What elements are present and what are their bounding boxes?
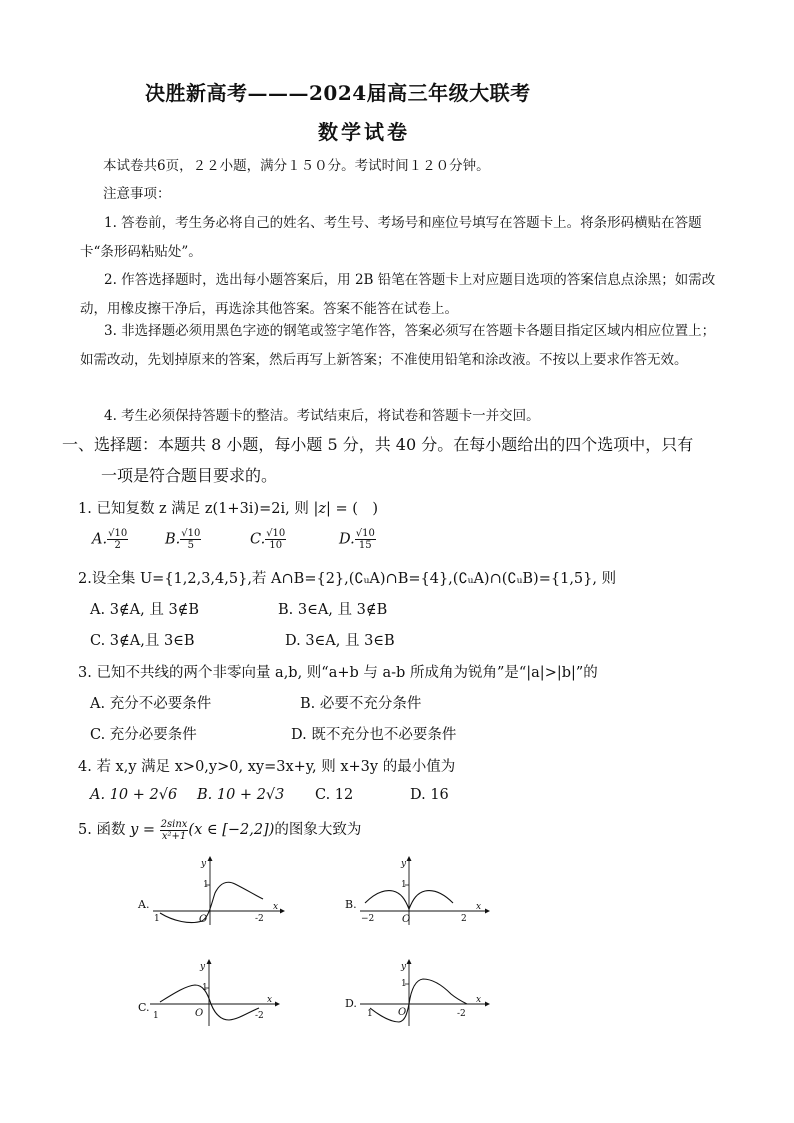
- graph-b-one: 1: [401, 880, 407, 890]
- note-3: 3. 非选择题必须用黑色字迹的钢笔或签字笔作答，答案必须写在答题卡各题目指定区域内相应位置上；如需改动，先划掉原来的答案，然后再写上新答案；不准使用铅笔和涂改液。不按以上要求作答无效。: [80, 323, 716, 368]
- q5-func-name: y =: [130, 822, 160, 838]
- q1-option-a-den: 2: [114, 540, 121, 551]
- q1-option-b: [165, 528, 201, 551]
- exam-title: 决胜新高考———2024届高三年级大联考: [145, 81, 531, 105]
- q3-option-a: A. 充分不必要条件: [90, 696, 212, 712]
- graph-d: [345, 958, 495, 1028]
- graph-d-right-tick: -2: [457, 1009, 466, 1019]
- graph-c-label: C.: [138, 1001, 150, 1014]
- graph-a-left-tick: 1: [154, 914, 160, 924]
- exam-intro: 本试卷共6页，２２小题，满分１５０分。考试时间１２０分钟。: [103, 158, 490, 174]
- graph-d-left-tick: 1: [367, 1009, 373, 1019]
- note-4: 4. 考生必须保持答题卡的整洁。考试结束后，将试卷和答题卡一并交回。: [104, 408, 540, 424]
- q5-frac-den: x²+1: [161, 830, 187, 842]
- graph-b-origin: O: [402, 914, 411, 925]
- graph-d-label: D.: [345, 997, 357, 1010]
- graph-a: [135, 855, 285, 925]
- graph-c: [135, 958, 285, 1028]
- q1-stem-text: 1. 已知复数 z 满足 z(1+3i)=2i, 则: [78, 501, 314, 517]
- graph-b-x-label: x: [476, 902, 482, 912]
- question-5-stem: [78, 818, 361, 842]
- note-2: 2. 作答选择题时，选出每小题答案后，用 2B 铅笔在答题卡上对应题目选项的答案信息点涂黑；如需改动，用橡皮擦干净后，再选涂其他答案。答案不能答在试卷上。: [80, 272, 716, 317]
- q1-option-d: [339, 528, 376, 551]
- q3-option-c: C. 充分必要条件: [90, 727, 197, 743]
- q1-option-b-num: √10: [181, 528, 201, 539]
- q1-option-c: [250, 528, 286, 551]
- q1-option-c-den: 10: [269, 540, 283, 551]
- q1-option-b-letter: B.: [165, 531, 181, 548]
- q1-option-d-den: 15: [358, 540, 372, 551]
- q1-option-b-den: 5: [187, 540, 194, 551]
- graph-c-left-tick: 1: [153, 1011, 159, 1021]
- graph-c-x-label: x: [267, 995, 273, 1005]
- q3-option-b: B. 必要不充分条件: [300, 696, 422, 712]
- graph-a-y-label: y: [201, 859, 207, 869]
- q4-option-a: A. 10 + 2√6: [90, 787, 178, 803]
- graph-b-label: B.: [345, 898, 357, 911]
- graph-a-x-label: x: [273, 902, 279, 912]
- q2-option-b: B. 3∈A, 且 3∉B: [278, 602, 388, 618]
- graph-d-curve: [370, 979, 467, 1022]
- q2-option-a: A. 3∉A, 且 3∉B: [90, 602, 200, 618]
- q1-option-a: [92, 528, 128, 551]
- q3-option-d: D. 既不充分也不必要条件: [291, 727, 457, 743]
- q4-option-b: B. 10 + 2√3: [197, 787, 285, 803]
- q5-stem-text: 5. 函数: [78, 822, 131, 838]
- q1-option-c-letter: C.: [250, 531, 266, 548]
- q1-option-a-letter: A.: [92, 531, 108, 548]
- q1-abs-z: |z|: [313, 501, 331, 517]
- question-4-stem: 4. 若 x,y 满足 x>0,y>0, xy=3x+y, 则 x+3y 的最小值为: [78, 759, 456, 775]
- graph-a-origin: O: [199, 914, 208, 925]
- q1-option-d-letter: D.: [339, 531, 355, 548]
- exam-subtitle: 数学试卷: [318, 120, 410, 144]
- q1-option-c-num: √10: [266, 528, 286, 539]
- question-1-stem: [78, 497, 378, 518]
- section-heading-line2: 一项是符合题目要求的。: [101, 466, 278, 485]
- graph-a-right-tick: -2: [255, 914, 264, 924]
- graph-c-one: 1: [202, 983, 208, 993]
- graph-c-curve: [160, 985, 259, 1020]
- graph-b-left-tick: −2: [361, 914, 375, 924]
- note-1: 1. 答卷前，考生务必将自己的姓名、考生号、考场号和座位号填写在答题卡上。将条形码横贴在答题卡“条形码粘贴处”。: [80, 215, 702, 260]
- graph-b: [345, 855, 495, 925]
- question-2-stem: 2.设全集 U={1,2,3,4,5},若 A∩B={2},(∁ᵤA)∩B={4},(∁ᵤA)∩(∁ᵤB)={1,5}, 则: [78, 571, 617, 587]
- q5-stem-end: 的图象大致为: [274, 822, 362, 838]
- graph-d-one: 1: [401, 979, 407, 989]
- section-heading-line1: 一、选择题：本题共 8 小题，每小题 5 分，共 40 分。在每小题给出的四个选项中，只有: [62, 435, 694, 454]
- graph-c-y-label: y: [200, 962, 206, 972]
- q1-option-d-num: √10: [355, 528, 375, 539]
- graph-d-x-label: x: [476, 995, 482, 1005]
- notes-heading: 注意事项：: [103, 186, 171, 202]
- graph-b-right-tick: 2: [461, 914, 467, 924]
- q5-domain: (x ∈ [−2,2]): [188, 822, 275, 838]
- graph-d-y-label: y: [401, 962, 407, 972]
- q5-frac-num: 2sinx: [160, 818, 188, 830]
- question-3-stem: 3. 已知不共线的两个非零向量 a,b, 则“a+b 与 a-b 所成角为锐角”是“|a|>|b|”的: [78, 665, 598, 681]
- graph-a-one: 1: [203, 880, 209, 890]
- graph-a-label: A.: [138, 898, 150, 911]
- q2-option-c: C. 3∉A,且 3∈B: [90, 633, 195, 649]
- graph-b-y-label: y: [401, 859, 407, 869]
- graph-d-origin: O: [398, 1007, 407, 1018]
- q4-option-d: D. 16: [410, 787, 449, 803]
- q2-option-d: D. 3∈A, 且 3∈B: [285, 633, 395, 649]
- graph-c-right-tick: -2: [255, 1011, 264, 1021]
- q1-stem-end: = ( ): [330, 501, 379, 517]
- graph-c-origin: O: [195, 1008, 204, 1019]
- q1-option-a-num: √10: [108, 528, 128, 539]
- q4-option-c: C. 12: [315, 787, 354, 803]
- graph-a-curve: [160, 882, 263, 922]
